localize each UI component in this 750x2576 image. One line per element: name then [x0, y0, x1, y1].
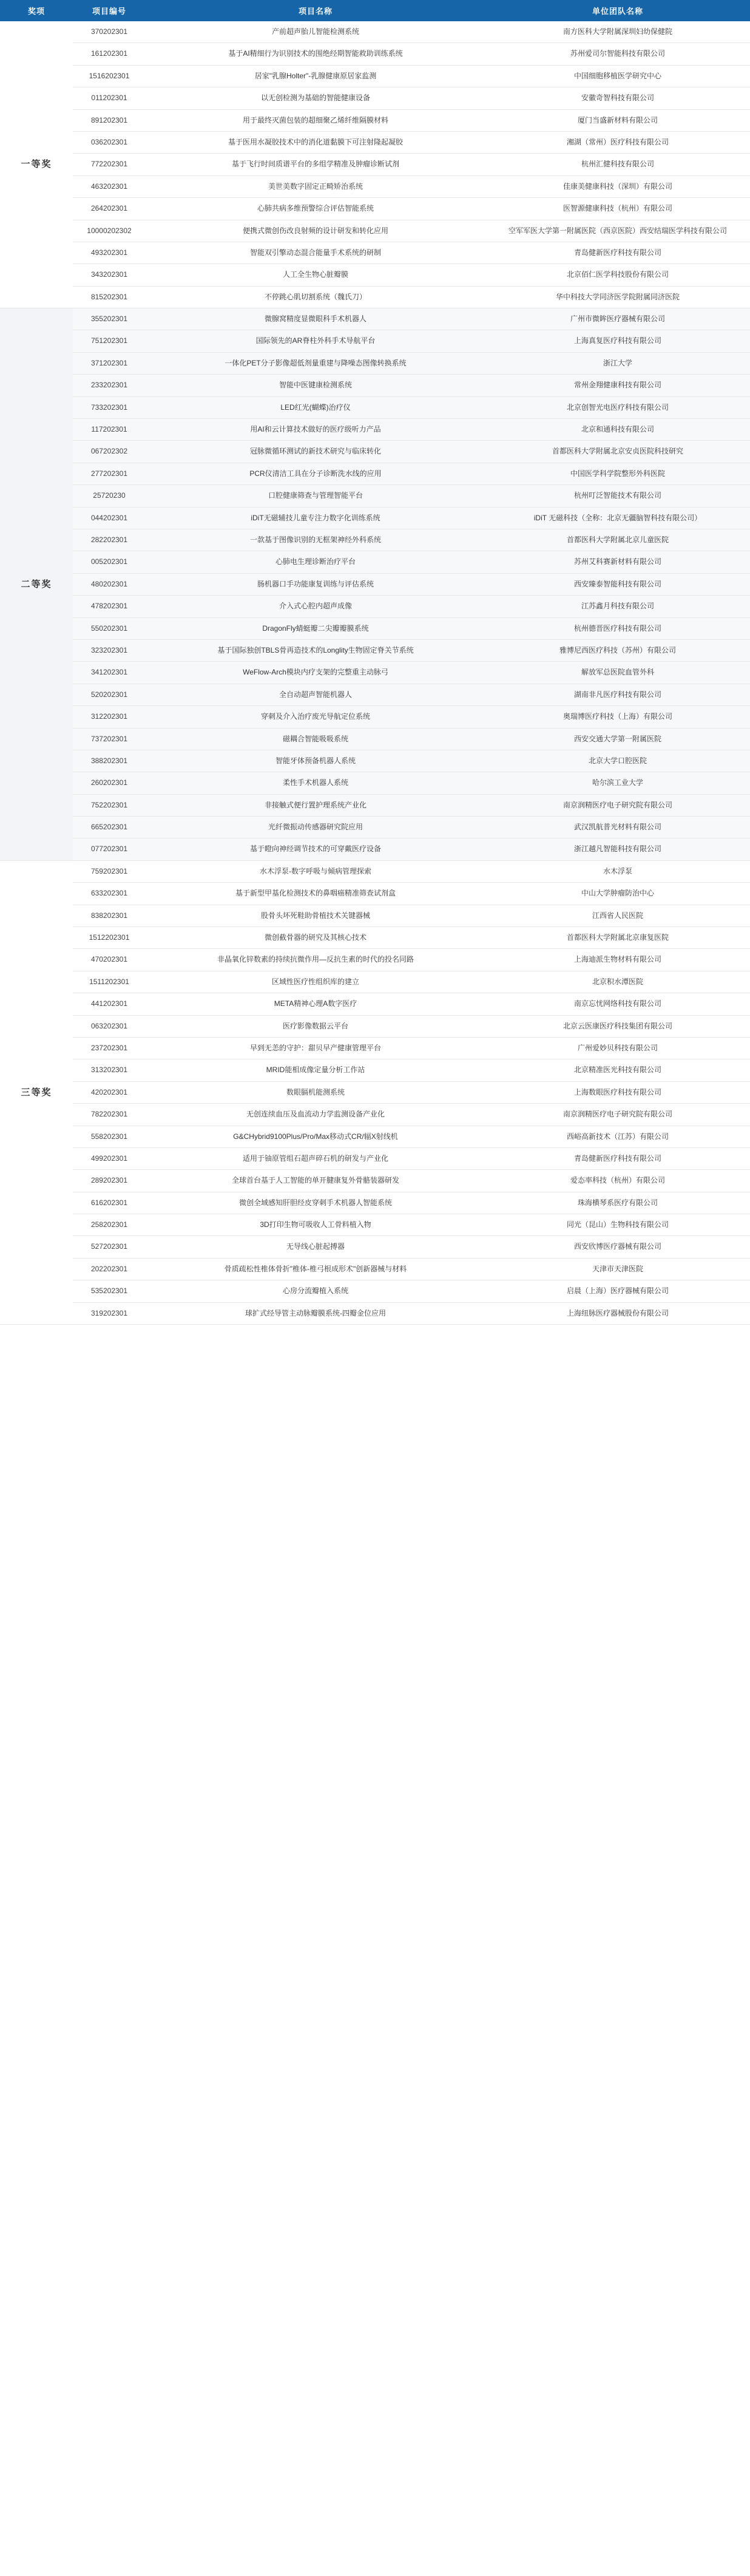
organization-name: 杭州汇健科技有限公司 [485, 154, 750, 175]
table-row [0, 330, 750, 352]
organization-name: 首都医科大学附属北京康复医院 [485, 927, 750, 949]
project-code: 341202301 [73, 662, 146, 684]
organization-name: 南京忘忧网络科技有限公司 [485, 993, 750, 1015]
project-name: 基于新型甲基化检测技术的鼻咽癌精准筛查试剂盒 [146, 883, 485, 905]
table-row [0, 1192, 750, 1214]
table-row [0, 264, 750, 286]
table-row [0, 1147, 750, 1169]
table-row [0, 860, 750, 882]
project-name: 数眼膈机能测系统 [146, 1081, 485, 1103]
organization-name: 南京润精医疗电子研究院有限公司 [485, 794, 750, 816]
table-row [0, 154, 750, 175]
table-row [0, 1037, 750, 1059]
table-header-row [0, 0, 750, 21]
organization-name: 厦门当盛新材料有限公司 [485, 109, 750, 131]
organization-name: 苏州艾科赛新材料有限公司 [485, 551, 750, 573]
project-name: DragonFly蜻蜓瓣二尖瓣瓣膜系统 [146, 617, 485, 639]
table-row [0, 1104, 750, 1126]
project-name: 无导线心脏起搏器 [146, 1236, 485, 1258]
project-name: 心肺共病多维预警综合评估智能系统 [146, 198, 485, 220]
project-code: 470202301 [73, 949, 146, 971]
project-name: LED红光(蝴蝶)治疗仪 [146, 396, 485, 418]
column-header-name: 项目名称 [146, 0, 485, 21]
table-row [0, 396, 750, 418]
table-row [0, 220, 750, 242]
project-code: 535202301 [73, 1280, 146, 1302]
organization-name: 广州爱妙贝科技有限公司 [485, 1037, 750, 1059]
table-row [0, 1302, 750, 1324]
table-row [0, 905, 750, 926]
project-name: 基于瞪向神经调节技术的可穿戴医疗设备 [146, 838, 485, 860]
project-code: 772202301 [73, 154, 146, 175]
project-code: 782202301 [73, 1104, 146, 1126]
organization-name: 常州金翔健康科技有限公司 [485, 375, 750, 396]
project-name: 股骨头坏死鞋助骨植技术关键器械 [146, 905, 485, 926]
project-name: MRID能相成像定量分析工作站 [146, 1059, 485, 1081]
table-row [0, 21, 750, 43]
table-row [0, 1258, 750, 1280]
table-row [0, 662, 750, 684]
organization-name: iDiT 无磁科技（全称：北京无疆脑智科技有限公司） [485, 507, 750, 529]
table-row [0, 817, 750, 838]
organization-name: 武汉凯航普光材料有限公司 [485, 817, 750, 838]
project-name: 区域性医疗性组织库的建立 [146, 971, 485, 993]
project-code: 480202301 [73, 573, 146, 595]
organization-name: 江苏鑫月科技有限公司 [485, 596, 750, 617]
table-row [0, 617, 750, 639]
table-row [0, 971, 750, 993]
table-row [0, 573, 750, 595]
organization-name: 启晨（上海）医疗器械有限公司 [485, 1280, 750, 1302]
table-row [0, 1059, 750, 1081]
organization-name: 北京佰仁医学科技股份有限公司 [485, 264, 750, 286]
organization-name: 首都医科大学附属北京安贞医院科技研究 [485, 441, 750, 463]
project-code: 633202301 [73, 883, 146, 905]
table-row [0, 65, 750, 87]
organization-name: 苏州爱司尔智能科技有限公司 [485, 43, 750, 65]
table-row [0, 684, 750, 705]
organization-name: 华中科技大学同济医学院附属同济医院 [485, 286, 750, 308]
table-row [0, 993, 750, 1015]
table-row [0, 109, 750, 131]
project-code: 737202301 [73, 728, 146, 750]
project-name: META精神心理A数字医疗 [146, 993, 485, 1015]
table-row [0, 1280, 750, 1302]
table-row [0, 750, 750, 772]
column-header-org: 单位团队名称 [485, 0, 750, 21]
table-row [0, 772, 750, 794]
organization-name: 青岛健新医疗科技有限公司 [485, 1147, 750, 1169]
project-code: 815202301 [73, 286, 146, 308]
project-code: 1516202301 [73, 65, 146, 87]
organization-name: 同光（昆山）生物科技有限公司 [485, 1214, 750, 1236]
organization-name: 中国医学科学院整形外科医院 [485, 463, 750, 484]
table-row [0, 883, 750, 905]
table-row [0, 927, 750, 949]
project-code: 388202301 [73, 750, 146, 772]
project-code: 258202301 [73, 1214, 146, 1236]
project-name: 3D打印生物可吸收人工骨料植入物 [146, 1214, 485, 1236]
project-code: 1512202301 [73, 927, 146, 949]
table-header [0, 0, 750, 21]
project-name: 居家"乳腺Holter"-乳腺健康原居家监测 [146, 65, 485, 87]
project-name: 美世美数字固定正畸矫治系统 [146, 175, 485, 197]
organization-name: 奥瑞博医疗科技（上海）有限公司 [485, 706, 750, 728]
project-code: 558202301 [73, 1126, 146, 1147]
project-code: 759202301 [73, 860, 146, 882]
project-code: 499202301 [73, 1147, 146, 1169]
organization-name: 上海迪派生物材料有限公司 [485, 949, 750, 971]
table-row [0, 596, 750, 617]
project-name: 人工全生物心脏瓣膜 [146, 264, 485, 286]
project-name: 心房分流瓣植入系统 [146, 1280, 485, 1302]
project-code: 891202301 [73, 109, 146, 131]
organization-name: 南方医科大学附属深圳妇幼保健院 [485, 21, 750, 43]
table-row [0, 485, 750, 507]
organization-name: 南京润精医疗电子研究院有限公司 [485, 1104, 750, 1126]
project-code: 420202301 [73, 1081, 146, 1103]
project-name: iDiT无磁辅技儿童专注力数字化训练系统 [146, 507, 485, 529]
project-name: 全自动超声智能机器人 [146, 684, 485, 705]
project-code: 260202301 [73, 772, 146, 794]
award-group-label: 一等奖 [0, 21, 73, 308]
project-code: 550202301 [73, 617, 146, 639]
award-group-label: 三等奖 [0, 860, 73, 1324]
project-code: 319202301 [73, 1302, 146, 1324]
organization-name: 青岛健新医疗科技有限公司 [485, 242, 750, 263]
project-code: 478202301 [73, 596, 146, 617]
table-row [0, 706, 750, 728]
project-code: 282202301 [73, 529, 146, 551]
project-name: 智能中医键康检测系统 [146, 375, 485, 396]
project-name: 球扩式经导管主动脉瓣膜系统-四瓣金位应用 [146, 1302, 485, 1324]
table-row [0, 43, 750, 65]
project-name: 光纤微振动传感器研究院应用 [146, 817, 485, 838]
project-code: 343202301 [73, 264, 146, 286]
project-name: 基于飞行时间质谱平台的多组学精准及肿瘤诊断试剂 [146, 154, 485, 175]
project-code: 067202302 [73, 441, 146, 463]
project-name: 肠机器口手功能康复训练与评估系统 [146, 573, 485, 595]
organization-name: 广州市微眸医疗器械有限公司 [485, 308, 750, 330]
project-name: 早到无恙的守护：甜贝早产健康管理平台 [146, 1037, 485, 1059]
project-name: 智能双引擎动态混合能量手术系统的研制 [146, 242, 485, 263]
table-row [0, 1126, 750, 1147]
organization-name: 安徽奇智科技有限公司 [485, 87, 750, 109]
project-code: 036202301 [73, 131, 146, 153]
project-name: 一体化PET分子影像超低剂量重建与降噪态图像转换系统 [146, 352, 485, 374]
project-name: 骨质疏松性椎体骨折"椎体-椎弓根成形术"创新器械与材料 [146, 1258, 485, 1280]
project-name: 医疗影像数据云平台 [146, 1015, 485, 1037]
table-row [0, 1214, 750, 1236]
organization-name: 医智源健康科技（杭州）有限公司 [485, 198, 750, 220]
table-row [0, 838, 750, 860]
organization-name: 北京创智光电医疗科技有限公司 [485, 396, 750, 418]
organization-name: 西安臻泰智能科技有限公司 [485, 573, 750, 595]
organization-name: 珠海横琴系医疗有限公司 [485, 1192, 750, 1214]
project-code: 161202301 [73, 43, 146, 65]
project-name: 全球首台基于人工智能的单开腱康复外骨骼装器研发 [146, 1170, 485, 1192]
project-name: 用AI和云计算技术做好的医疗级听力产品 [146, 419, 485, 441]
project-name: 基于AI精细行为识别技术的围绝经期智能救助训练系统 [146, 43, 485, 65]
project-name: 微腺窝精度显微眼科手术机器人 [146, 308, 485, 330]
project-name: 水木浮泵-数字呼吸与倾病管理探索 [146, 860, 485, 882]
project-name: 口腔健康筛查与管理智能平台 [146, 485, 485, 507]
organization-name: 北京积水潭医院 [485, 971, 750, 993]
project-name: G&CHybrid9100Plus/Pro/Max移动式CR/辐X射线机 [146, 1126, 485, 1147]
table-row [0, 375, 750, 396]
project-code: 355202301 [73, 308, 146, 330]
project-code: 063202301 [73, 1015, 146, 1037]
project-code: 463202301 [73, 175, 146, 197]
organization-name: 中山大学肿瘤防治中心 [485, 883, 750, 905]
organization-name: 湖南非凡医疗科技有限公司 [485, 684, 750, 705]
project-code: 044202301 [73, 507, 146, 529]
project-name: 基于医用水凝胶技术中的消化道黏膜下可注射隆起凝胶 [146, 131, 485, 153]
organization-name: 北京和通科技有限公司 [485, 419, 750, 441]
project-code: 237202301 [73, 1037, 146, 1059]
project-code: 25720230 [73, 485, 146, 507]
table-row [0, 551, 750, 573]
organization-name: 首都医科大学附属北京儿童医院 [485, 529, 750, 551]
project-name: 一款基于图像识别的无框架神经外科系统 [146, 529, 485, 551]
project-name: 用于最终灭菌包装的超细聚乙烯纤维隔膜材料 [146, 109, 485, 131]
table-row [0, 352, 750, 374]
organization-name: 解放军总医院血管外科 [485, 662, 750, 684]
organization-name: 江西省人民医院 [485, 905, 750, 926]
project-code: 527202301 [73, 1236, 146, 1258]
table-row [0, 1015, 750, 1037]
organization-name: 上海数眼医疗科技有限公司 [485, 1081, 750, 1103]
organization-name: 天津市天津医院 [485, 1258, 750, 1280]
organization-name: 佳康美健康科技（深圳）有限公司 [485, 175, 750, 197]
project-name: 以无创检测为基础的智能健康设备 [146, 87, 485, 109]
project-code: 441202301 [73, 993, 146, 1015]
project-name: 智能牙体预备机器人系统 [146, 750, 485, 772]
project-code: 005202301 [73, 551, 146, 573]
table-row [0, 1081, 750, 1103]
project-code: 117202301 [73, 419, 146, 441]
organization-name: 北京大学口腔医院 [485, 750, 750, 772]
table-row [0, 728, 750, 750]
project-code: 077202301 [73, 838, 146, 860]
project-name: 基于国际独创TBLS骨再造技术的Longlity生物固定脊关节系统 [146, 639, 485, 661]
table-row [0, 419, 750, 441]
project-name: 不停跳心肌切割系统（魏氏刀） [146, 286, 485, 308]
project-code: 312202301 [73, 706, 146, 728]
project-name: 微创截骨器的研究及其核心技术 [146, 927, 485, 949]
organization-name: 湘湖（常州）医疗科技有限公司 [485, 131, 750, 153]
table-row [0, 242, 750, 263]
table-row [0, 87, 750, 109]
project-code: 616202301 [73, 1192, 146, 1214]
project-code: 371202301 [73, 352, 146, 374]
table-row [0, 286, 750, 308]
table-row [0, 1170, 750, 1192]
table-row [0, 308, 750, 330]
table-row [0, 639, 750, 661]
organization-name: 西峪高新技术（江苏）有限公司 [485, 1126, 750, 1147]
project-name: 柔性手术机器人系统 [146, 772, 485, 794]
project-name: 无创连续血压及血流动力学监测设备产业化 [146, 1104, 485, 1126]
project-name: 磁耦合智能吸吸系统 [146, 728, 485, 750]
project-name: 穿刺及介入治疗废光导航定位系统 [146, 706, 485, 728]
table-row [0, 131, 750, 153]
project-code: 277202301 [73, 463, 146, 484]
project-code: 233202301 [73, 375, 146, 396]
project-code: 838202301 [73, 905, 146, 926]
organization-name: 上海真复医疗科技有限公司 [485, 330, 750, 352]
table-row [0, 441, 750, 463]
table-row [0, 507, 750, 529]
project-name: 心肺电生理诊断治疗平台 [146, 551, 485, 573]
organization-name: 爱态率科技（杭州）有限公司 [485, 1170, 750, 1192]
table-row [0, 175, 750, 197]
table-row [0, 198, 750, 220]
organization-name: 西安欣博医疗器械有限公司 [485, 1236, 750, 1258]
project-name: PCR仪清洁工具在分子诊断洗水线的应用 [146, 463, 485, 484]
organization-name: 上海纽脉医疗器械股份有限公司 [485, 1302, 750, 1324]
organization-name: 哈尔滨工业大学 [485, 772, 750, 794]
organization-name: 水木浮泵 [485, 860, 750, 882]
organization-name: 中国细胞移植医学研究中心 [485, 65, 750, 87]
organization-name: 杭州德晋医疗科技有限公司 [485, 617, 750, 639]
table-row [0, 1236, 750, 1258]
organization-name: 空军军医大学第一附属医院（西京医院）西安结瑞医学科技有限公司 [485, 220, 750, 242]
column-header-award: 奖项 [0, 0, 73, 21]
project-name: 非晶氧化锌数素的持续抗微作用—反抗生素的时代的投名同路 [146, 949, 485, 971]
project-code: 313202301 [73, 1059, 146, 1081]
project-code: 011202301 [73, 87, 146, 109]
project-name: 微创全域感知肝胆经皮穿刺手术机器人智能系统 [146, 1192, 485, 1214]
column-header-code: 项目编号 [73, 0, 146, 21]
project-name: 产前超声胎儿智能检测系统 [146, 21, 485, 43]
project-code: 1511202301 [73, 971, 146, 993]
project-name: 国际领先的AR脊柱外科手术导航平台 [146, 330, 485, 352]
project-code: 752202301 [73, 794, 146, 816]
project-name: 介入式心腔内超声成像 [146, 596, 485, 617]
project-code: 323202301 [73, 639, 146, 661]
project-code: 751202301 [73, 330, 146, 352]
table-row [0, 529, 750, 551]
project-name: WeFlow-Arch模块内疗支架的完整重主动脉弓 [146, 662, 485, 684]
project-name: 非接触式便行置护理系统产业化 [146, 794, 485, 816]
award-group-label: 二等奖 [0, 308, 73, 861]
project-code: 289202301 [73, 1170, 146, 1192]
organization-name: 浙江大学 [485, 352, 750, 374]
table-row [0, 949, 750, 971]
organization-name: 北京云医康医疗科技集团有限公司 [485, 1015, 750, 1037]
project-name: 适用于铀原管组石超声碎石机的研发与产业化 [146, 1147, 485, 1169]
project-code: 264202301 [73, 198, 146, 220]
project-code: 520202301 [73, 684, 146, 705]
organization-name: 杭州叮泛智能技术有限公司 [485, 485, 750, 507]
project-code: 10000202302 [73, 220, 146, 242]
project-name: 便携式微创伤改良射频的设计研发和转化应用 [146, 220, 485, 242]
project-name: 冠脉微循环测试的新技术研究与临床转化 [146, 441, 485, 463]
project-code: 493202301 [73, 242, 146, 263]
table-body [0, 21, 750, 1325]
organization-name: 北京精准医光科技有限公司 [485, 1059, 750, 1081]
project-code: 665202301 [73, 817, 146, 838]
organization-name: 西安交通大学第一附属医院 [485, 728, 750, 750]
organization-name: 浙江越凡智能科技有限公司 [485, 838, 750, 860]
table-row [0, 463, 750, 484]
table-row [0, 794, 750, 816]
project-code: 370202301 [73, 21, 146, 43]
organization-name: 雅博尼西医疗科技（苏州）有限公司 [485, 639, 750, 661]
project-code: 202202301 [73, 1258, 146, 1280]
project-code: 733202301 [73, 396, 146, 418]
